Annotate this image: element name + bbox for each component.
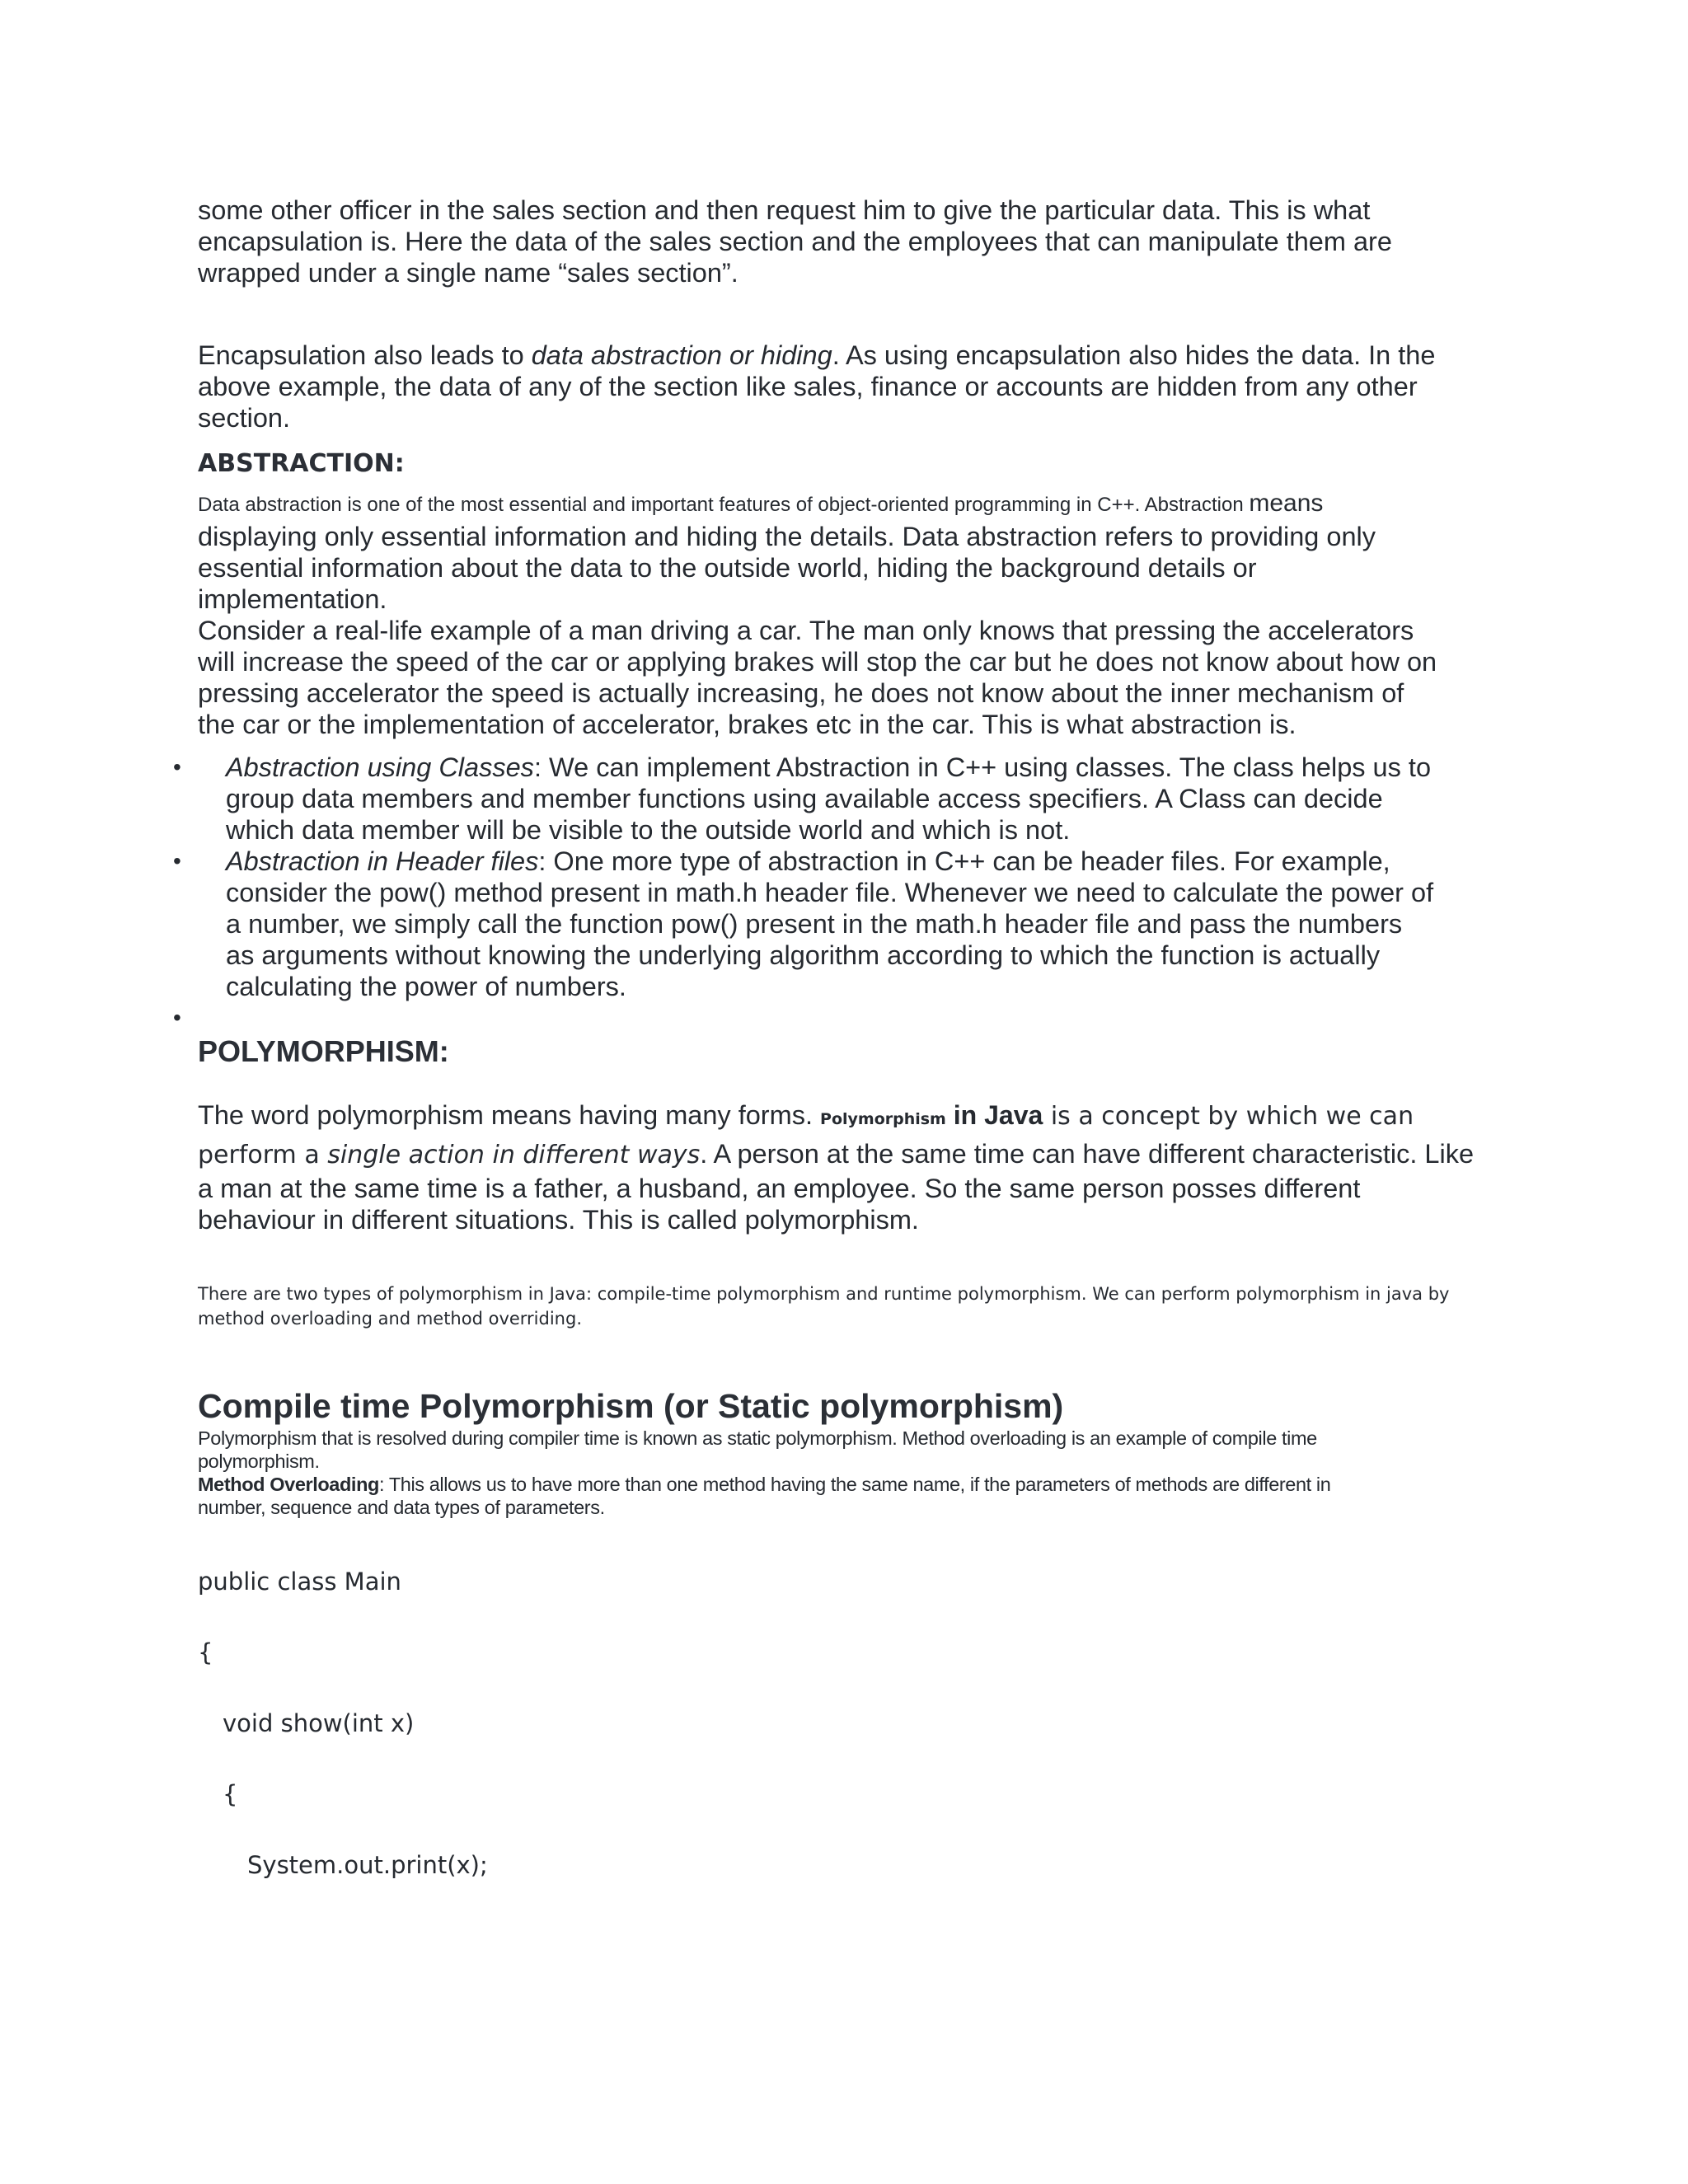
code-line-5: System.out.print(x); xyxy=(247,1851,488,1879)
abstraction-line-3: essential information about the data to the outside world, hiding the background details or xyxy=(198,553,1257,583)
bullet-icon: • xyxy=(173,848,181,874)
intro-paragraph xyxy=(198,194,1500,288)
abstraction-line-7: pressing accelerator the speed is actually increasing, he does not know about the inner mechanism of xyxy=(198,678,1404,708)
compile-time-paragraph xyxy=(198,1427,1500,1519)
method-overloading-label: Method Overloading xyxy=(198,1474,379,1495)
intro-line-3: wrapped under a single name “sales section”. xyxy=(198,258,738,288)
abstraction-line-8: the car or the implementation of accelerator, brakes etc in the car. This is what abstraction is. xyxy=(198,710,1296,739)
abstraction-line-2: displaying only essential information and hiding the details. Data abstraction refers to providing only xyxy=(198,522,1376,551)
bullet-2-line-4: as arguments without knowing the underlying algorithm according to which the function is actually xyxy=(226,940,1381,970)
abstraction-bullet-list xyxy=(173,752,1500,1033)
encapsulation-text: Encapsulation also leads to xyxy=(198,340,532,370)
polymorphism-line-2 xyxy=(198,1137,1500,1173)
document-page xyxy=(173,194,1500,1919)
bullet-1-italic: Abstraction using Classes xyxy=(226,752,534,782)
bullet-icon: • xyxy=(173,754,181,780)
poly-text-c: in Java xyxy=(945,1100,1043,1130)
poly-text-d: is a concept by which we can xyxy=(1043,1102,1414,1131)
intro-line-2: encapsulation is. Here the data of the sales section and the employees that can manipulate them are xyxy=(198,227,1392,256)
types-line-2: method overloading and method overriding. xyxy=(198,1309,582,1329)
compile-line-2: polymorphism. xyxy=(198,1451,320,1472)
bullet-2-line-1 xyxy=(226,846,1500,877)
code-line-3: void show(int x) xyxy=(223,1709,415,1737)
bullet-2-line-3: a number, we simply call the function pow() present in the math.h header file and pass the numbers xyxy=(226,909,1403,939)
abstraction-means: means xyxy=(1249,490,1324,517)
intro-line-1: some other officer in the sales section and then request him to give the particular data. This is what xyxy=(198,195,1371,225)
polymorphism-line-4: behaviour in different situations. This is called polymorphism. xyxy=(198,1205,919,1235)
encapsulation-line-2: above example, the data of any of the section like sales, finance or accounts are hidden from any other xyxy=(198,372,1418,401)
code-line-1: public class Main xyxy=(198,1568,401,1596)
abstraction-line-4: implementation. xyxy=(198,584,387,614)
polymorphism-heading: POLYMORPHISM: xyxy=(198,1034,449,1068)
bullet-1-line-3: which data member will be visible to the outside world and which is not. xyxy=(226,815,1071,845)
compile-time-heading: Compile time Polymorphism (or Static polymorphism) xyxy=(198,1387,1064,1425)
types-line-1: There are two types of polymorphism in Java: compile-time polymorphism and runtime polymorphism. We can perform polymorphism in java by xyxy=(198,1284,1450,1304)
poly-text-e: perform a xyxy=(198,1141,328,1169)
list-item xyxy=(173,752,1500,846)
compile-line-1: Polymorphism that is resolved during compiler time is known as static polymorphism. Method overloading is an example of compile time xyxy=(198,1427,1317,1449)
list-item xyxy=(173,846,1500,1002)
polymorphism-line-3: a man at the same time is a father, a husband, an employee. So the same person posses different xyxy=(198,1174,1361,1203)
abstraction-line-1 xyxy=(198,486,1500,521)
poly-text-f: single action in different ways xyxy=(327,1141,701,1169)
bullet-2-line-2: consider the pow() method present in math.h header file. Whenever we need to calculate the power of xyxy=(226,878,1434,907)
code-line-2: { xyxy=(198,1638,213,1666)
bullet-1-line-2: group data members and member functions using available access specifiers. A Class can decide xyxy=(226,784,1383,813)
list-item-empty xyxy=(173,1002,1500,1033)
bullet-1-line-1 xyxy=(226,752,1500,783)
polymorphism-paragraph xyxy=(198,1098,1500,1235)
code-block xyxy=(198,1565,1500,1919)
bullet-2-italic: Abstraction in Header files xyxy=(226,846,539,876)
poly-text-a: The word polymorphism means having many forms. xyxy=(198,1100,821,1130)
abstraction-paragraph xyxy=(198,486,1500,740)
bullet-1-text: : We can implement Abstraction in C++ using classes. The class helps us to xyxy=(533,752,1432,782)
poly-text-b: Polymorphism xyxy=(820,1110,946,1128)
encapsulation-paragraph xyxy=(198,340,1500,434)
polymorphism-types-paragraph xyxy=(198,1282,1500,1331)
bullet-2-text: : One more type of abstraction in C++ can be header files. For example, xyxy=(538,846,1390,876)
abstraction-line-5: Consider a real-life example of a man driving a car. The man only knows that pressing the accelerators xyxy=(198,616,1414,645)
encapsulation-line-3: section. xyxy=(198,403,291,433)
poly-text-g: . A person at the same time can have different characteristic. Like xyxy=(700,1139,1475,1169)
compile-line-4: number, sequence and data types of parameters. xyxy=(198,1497,605,1518)
abstraction-line-6: will increase the speed of the car or applying brakes will stop the car but he does not know about how on xyxy=(198,647,1437,677)
code-line-4: { xyxy=(223,1780,238,1808)
encapsulation-italic: data abstraction or hiding xyxy=(531,340,832,370)
abstraction-heading: ABSTRACTION: xyxy=(198,449,405,478)
bullet-icon: • xyxy=(173,1005,181,1030)
compile-line-3-text: : This allows us to have more than one method having the same name, if the parameters of methods are different in xyxy=(378,1474,1331,1495)
abstraction-small-lead: Data abstraction is one of the most essential and important features of object-oriented programming in C++. Abstraction xyxy=(198,494,1250,516)
bullet-2-line-5: calculating the power of numbers. xyxy=(226,972,626,1001)
encapsulation-text-post: . As using encapsulation also hides the data. In the xyxy=(832,340,1436,370)
encapsulation-line-1 xyxy=(198,340,1500,371)
compile-line-3 xyxy=(198,1473,1500,1496)
polymorphism-line-1 xyxy=(198,1098,1500,1137)
